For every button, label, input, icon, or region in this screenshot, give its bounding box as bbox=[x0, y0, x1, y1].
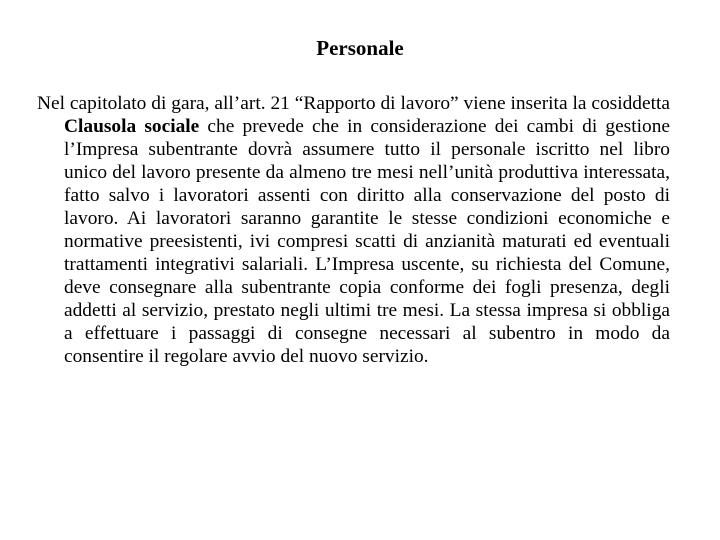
clausola-sociale-term: Clausola sociale bbox=[64, 116, 200, 137]
body-paragraph bbox=[37, 92, 670, 368]
paragraph-text-end: che prevede che in considerazione dei cambi di gestione l’Impresa subentrante dovrà assumere tutto il personale iscritto nel libro unico del lavoro presente da almeno tre mesi nell’unità produttiva interessata, fatto salvo i lavoratori assenti con diritto alla conservazione del posto di lavoro. Ai lavoratori saranno garantite le stesse condizioni economiche e normative preesistenti, ivi compresi scatti di anzianità maturati ed eventuali trattamenti integrativi salariali. L’Impresa uscente, su richiesta del Comune, deve consegnare alla subentrante copia conforme dei fogli presenza, degli addetti al servizio, prestato negli ultimi tre mesi. La stessa impresa si obbliga a effettuare i passaggi di consegne necessari al subentro in modo da consentire il regolare avvio del nuovo servizio. bbox=[64, 116, 670, 367]
slide-title: Personale bbox=[316, 36, 404, 60]
paragraph-text-start: Nel capitolato di gara, all’art. 21 “Rapporto di lavoro” viene inserita la cosiddetta bbox=[37, 93, 670, 114]
